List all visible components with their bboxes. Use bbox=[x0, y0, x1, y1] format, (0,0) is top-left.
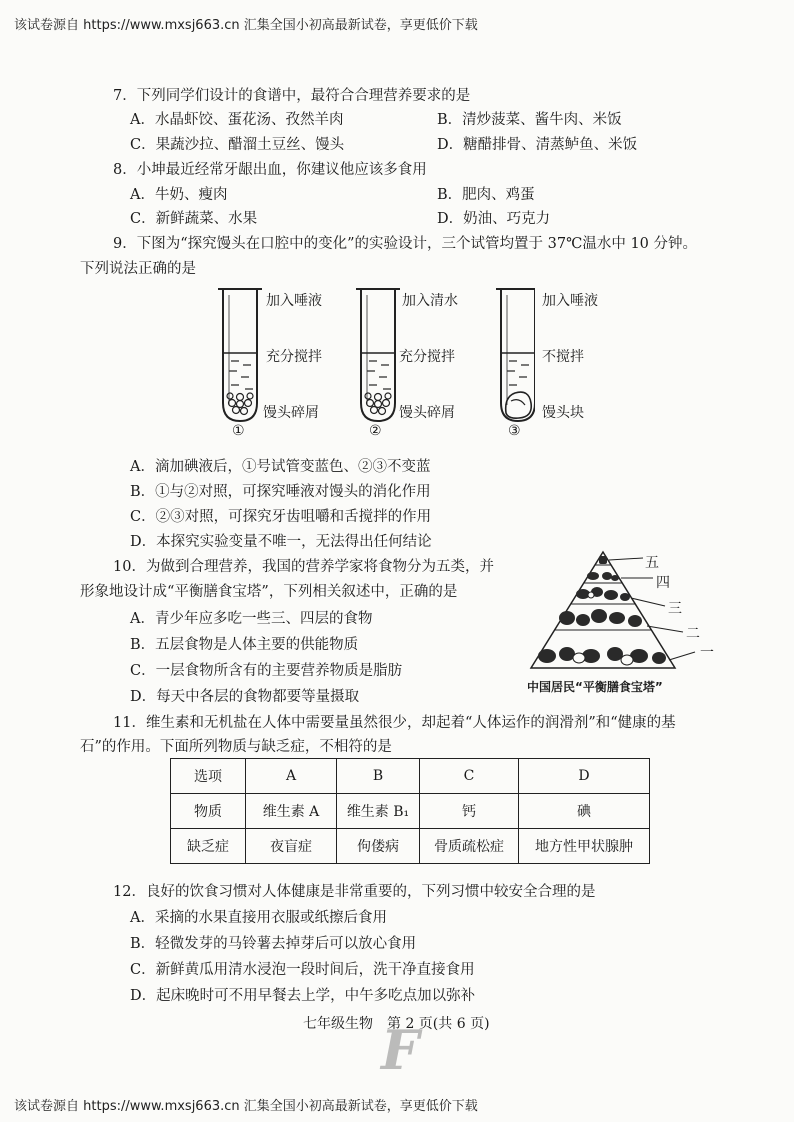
bottom-source-banner: 该试卷源自 https://www.mxsj663.cn 汇集全国小初高最新试卷，享更低价下载 bbox=[14, 1099, 478, 1114]
q7-option-d: D．糖醋排骨、清蒸鲈鱼、米饭 bbox=[437, 137, 638, 153]
table-cell: 骨质疏松症 bbox=[420, 829, 519, 864]
q7-option-b: B．清炒菠菜、酱牛肉、米饭 bbox=[437, 112, 622, 128]
q9-option-a: A．滴加碘液后，①号试管变蓝色、②③不变蓝 bbox=[130, 459, 431, 475]
tube3-stir-label: 不搅拌 bbox=[542, 349, 584, 365]
tube1-food-label: 馒头碎屑 bbox=[263, 405, 319, 421]
q12-stem: 12．良好的饮食习惯对人体健康是非常重要的，下列习惯中较安全合理的是 bbox=[113, 884, 596, 900]
q10-stem-line1: 10．为做到合理营养，我国的营养学家将食物分为五类，并 bbox=[113, 559, 494, 575]
table-cell: 碘 bbox=[519, 794, 650, 829]
q11-stem-line2: 石”的作用。下面所列物质与缺乏症，不相符的是 bbox=[80, 739, 392, 755]
table-cell: A bbox=[246, 759, 337, 794]
top-source-banner: 该试卷源自 https://www.mxsj663.cn 汇集全国小初高最新试卷，享更低价下载 bbox=[14, 18, 478, 33]
table-cell: 选项 bbox=[171, 759, 246, 794]
q11-stem-line1: 11．维生素和无机盐在人体中需要量虽然很少，却起着“人体运作的润滑剂”和“健康的基 bbox=[113, 715, 676, 731]
tube3-add-label: 加入唾液 bbox=[542, 293, 598, 309]
tube2-add-label: 加入清水 bbox=[402, 293, 458, 309]
test-tube-1 bbox=[218, 289, 262, 421]
q10-option-b: B．五层食物是人体主要的供能物质 bbox=[130, 637, 359, 653]
q10-option-d: D．每天中各层的食物都要等量摄取 bbox=[130, 689, 360, 705]
q9-option-c: C．②③对照，可探究牙齿咀嚼和舌搅拌的作用 bbox=[130, 509, 432, 525]
food-pyramid-figure bbox=[525, 548, 725, 678]
tube1-add-label: 加入唾液 bbox=[266, 293, 322, 309]
q12-option-d: D．起床晚时可不用早餐去上学，中午多吃点加以弥补 bbox=[130, 988, 476, 1004]
tube3-number: ③ bbox=[508, 423, 521, 439]
table-row bbox=[171, 794, 650, 829]
q7-option-a: A．水晶虾饺、蛋花汤、孜然羊肉 bbox=[130, 112, 344, 128]
q11-table bbox=[170, 758, 650, 864]
table-cell: 钙 bbox=[420, 794, 519, 829]
table-cell: B bbox=[337, 759, 420, 794]
q10-option-a: A．青少年应多吃一些三、四层的食物 bbox=[130, 611, 373, 627]
q8-stem: 8．小坤最近经常牙龈出血，你建议他应该多食用 bbox=[113, 162, 427, 178]
q12-option-c: C．新鲜黄瓜用清水浸泡一段时间后，洗干净直接食用 bbox=[130, 962, 475, 978]
q9-option-b: B．①与②对照，可探究唾液对馒头的消化作用 bbox=[130, 484, 431, 500]
q9-stem-line2: 下列说法正确的是 bbox=[80, 261, 196, 277]
tube2-stir-label: 充分搅拌 bbox=[399, 349, 455, 365]
q9-option-d: D．本探究实验变量不唯一，无法得出任何结论 bbox=[130, 534, 432, 550]
table-cell: 夜盲症 bbox=[246, 829, 337, 864]
q8-option-a: A．牛奶、瘦肉 bbox=[130, 187, 228, 203]
table-cell: 维生素 B₁ bbox=[337, 794, 420, 829]
q10-stem-line2: 形象地设计成“平衡膳食宝塔”，下列相关叙述中，正确的是 bbox=[80, 584, 458, 600]
q7-option-c: C．果蔬沙拉、醋溜土豆丝、馒头 bbox=[130, 137, 345, 153]
pyramid-level-3: 三 bbox=[668, 601, 682, 617]
q9-stem-line1: 9．下图为“探究馒头在口腔中的变化”的实验设计，三个试管均置于 37℃温水中 10 分钟。 bbox=[113, 236, 697, 252]
q8-option-c: C．新鲜蔬菜、水果 bbox=[130, 211, 258, 227]
table-cell: 缺乏症 bbox=[171, 829, 246, 864]
version-mark: F bbox=[381, 1018, 420, 1082]
tube2-food-label: 馒头碎屑 bbox=[399, 405, 455, 421]
q12-option-b: B．轻微发芽的马铃薯去掉芽后可以放心食用 bbox=[130, 936, 417, 952]
table-header-row bbox=[171, 759, 650, 794]
tube1-stir-label: 充分搅拌 bbox=[266, 349, 322, 365]
tube3-food-label: 馒头块 bbox=[542, 405, 584, 421]
pyramid-level-5: 五 bbox=[645, 555, 659, 571]
test-tube-2 bbox=[356, 289, 400, 421]
test-tube-3 bbox=[496, 289, 535, 421]
table-row bbox=[171, 829, 650, 864]
table-cell: 地方性甲状腺肿 bbox=[519, 829, 650, 864]
table-cell: D bbox=[519, 759, 650, 794]
table-cell: C bbox=[420, 759, 519, 794]
q12-option-a: A．采摘的水果直接用衣服或纸擦后食用 bbox=[130, 910, 387, 926]
q10-option-c: C．一层食物所含有的主要营养物质是脂肪 bbox=[130, 663, 403, 679]
tube1-number: ① bbox=[232, 423, 245, 439]
q8-option-b: B．肥肉、鸡蛋 bbox=[437, 187, 535, 203]
page-footer: 七年级生物 第 2 页(共 6 页) bbox=[303, 1016, 490, 1032]
table-cell: 物质 bbox=[171, 794, 246, 829]
q7-stem: 7．下列同学们设计的食谱中，最符合合理营养要求的是 bbox=[113, 88, 471, 104]
pyramid-level-4: 四 bbox=[656, 575, 670, 591]
pyramid-level-2: 二 bbox=[686, 626, 700, 642]
table-cell: 佝偻病 bbox=[337, 829, 420, 864]
tube2-number: ② bbox=[369, 423, 382, 439]
table-cell: 维生素 A bbox=[246, 794, 337, 829]
q8-option-d: D．奶油、巧克力 bbox=[437, 211, 551, 227]
pyramid-caption: 中国居民“平衡膳食宝塔” bbox=[527, 680, 663, 694]
pyramid-level-1: 一 bbox=[700, 645, 714, 661]
